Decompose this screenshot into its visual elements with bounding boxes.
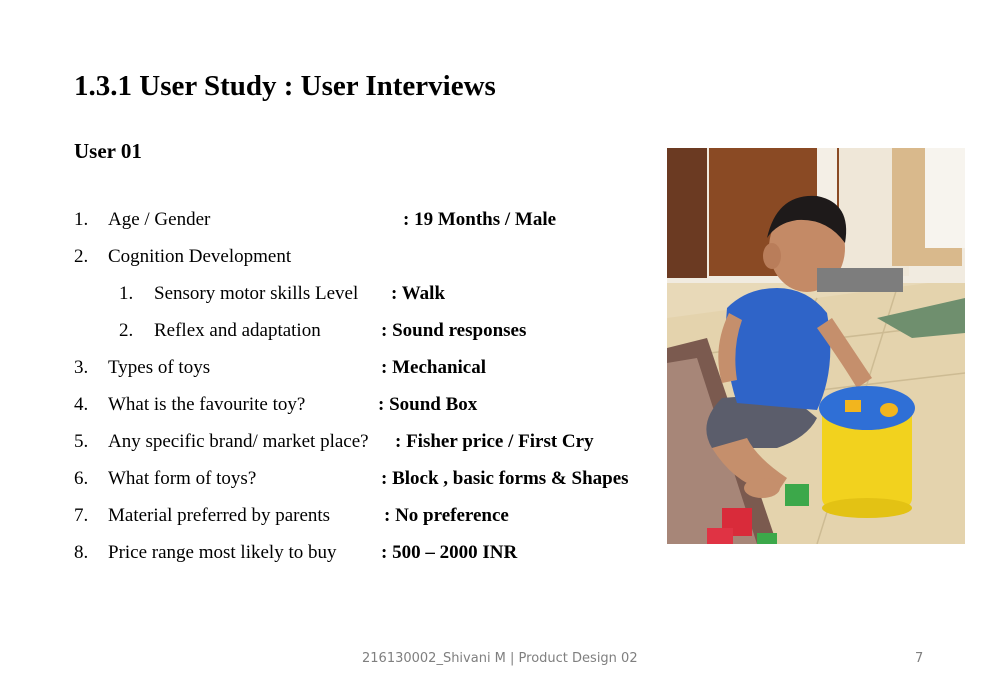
item-number: 5.: [74, 431, 89, 452]
item-label: What is the favourite toy?: [108, 394, 306, 415]
item-value: : Fisher price / First Cry: [395, 431, 594, 452]
photo-illustration: [667, 148, 965, 544]
item-label: Cognition Development: [108, 246, 292, 267]
child-playing-photo: [667, 148, 965, 544]
item-value: : Sound responses: [381, 320, 527, 341]
item-value: : 19 Months / Male: [403, 209, 557, 230]
item-value: : 500 – 2000 INR: [381, 542, 518, 563]
footer-text: 216130002_Shivani M | Product Design 02: [362, 651, 638, 666]
slide-title: 1.3.1 User Study : User Interviews: [74, 70, 496, 102]
item-label: Types of toys: [108, 357, 211, 378]
item-label: Age / Gender: [108, 209, 211, 230]
item-value: : Block , basic forms & Shapes: [381, 468, 629, 489]
item-number: 2.: [119, 320, 134, 341]
item-number: 8.: [74, 542, 89, 563]
item-number: 6.: [74, 468, 89, 489]
user-heading: User 01: [74, 139, 142, 163]
item-label: Any specific brand/ market place?: [108, 431, 369, 452]
item-value: : Sound Box: [378, 394, 478, 415]
item-label: Sensory motor skills Level: [154, 283, 359, 304]
item-number: 3.: [74, 357, 89, 378]
item-value: : Mechanical: [381, 357, 487, 378]
item-number: 7.: [74, 505, 89, 526]
page-number: 7: [915, 651, 924, 666]
item-number: 1.: [74, 209, 89, 230]
item-label: Material preferred by parents: [108, 505, 331, 526]
item-label: Reflex and adaptation: [154, 320, 321, 341]
item-number: 2.: [74, 246, 89, 267]
item-label: Price range most likely to buy: [108, 542, 337, 563]
item-number: 1.: [119, 283, 134, 304]
item-label: What form of toys?: [108, 468, 257, 489]
item-value: : No preference: [384, 505, 509, 526]
item-value: : Walk: [391, 283, 446, 304]
item-number: 4.: [74, 394, 89, 415]
